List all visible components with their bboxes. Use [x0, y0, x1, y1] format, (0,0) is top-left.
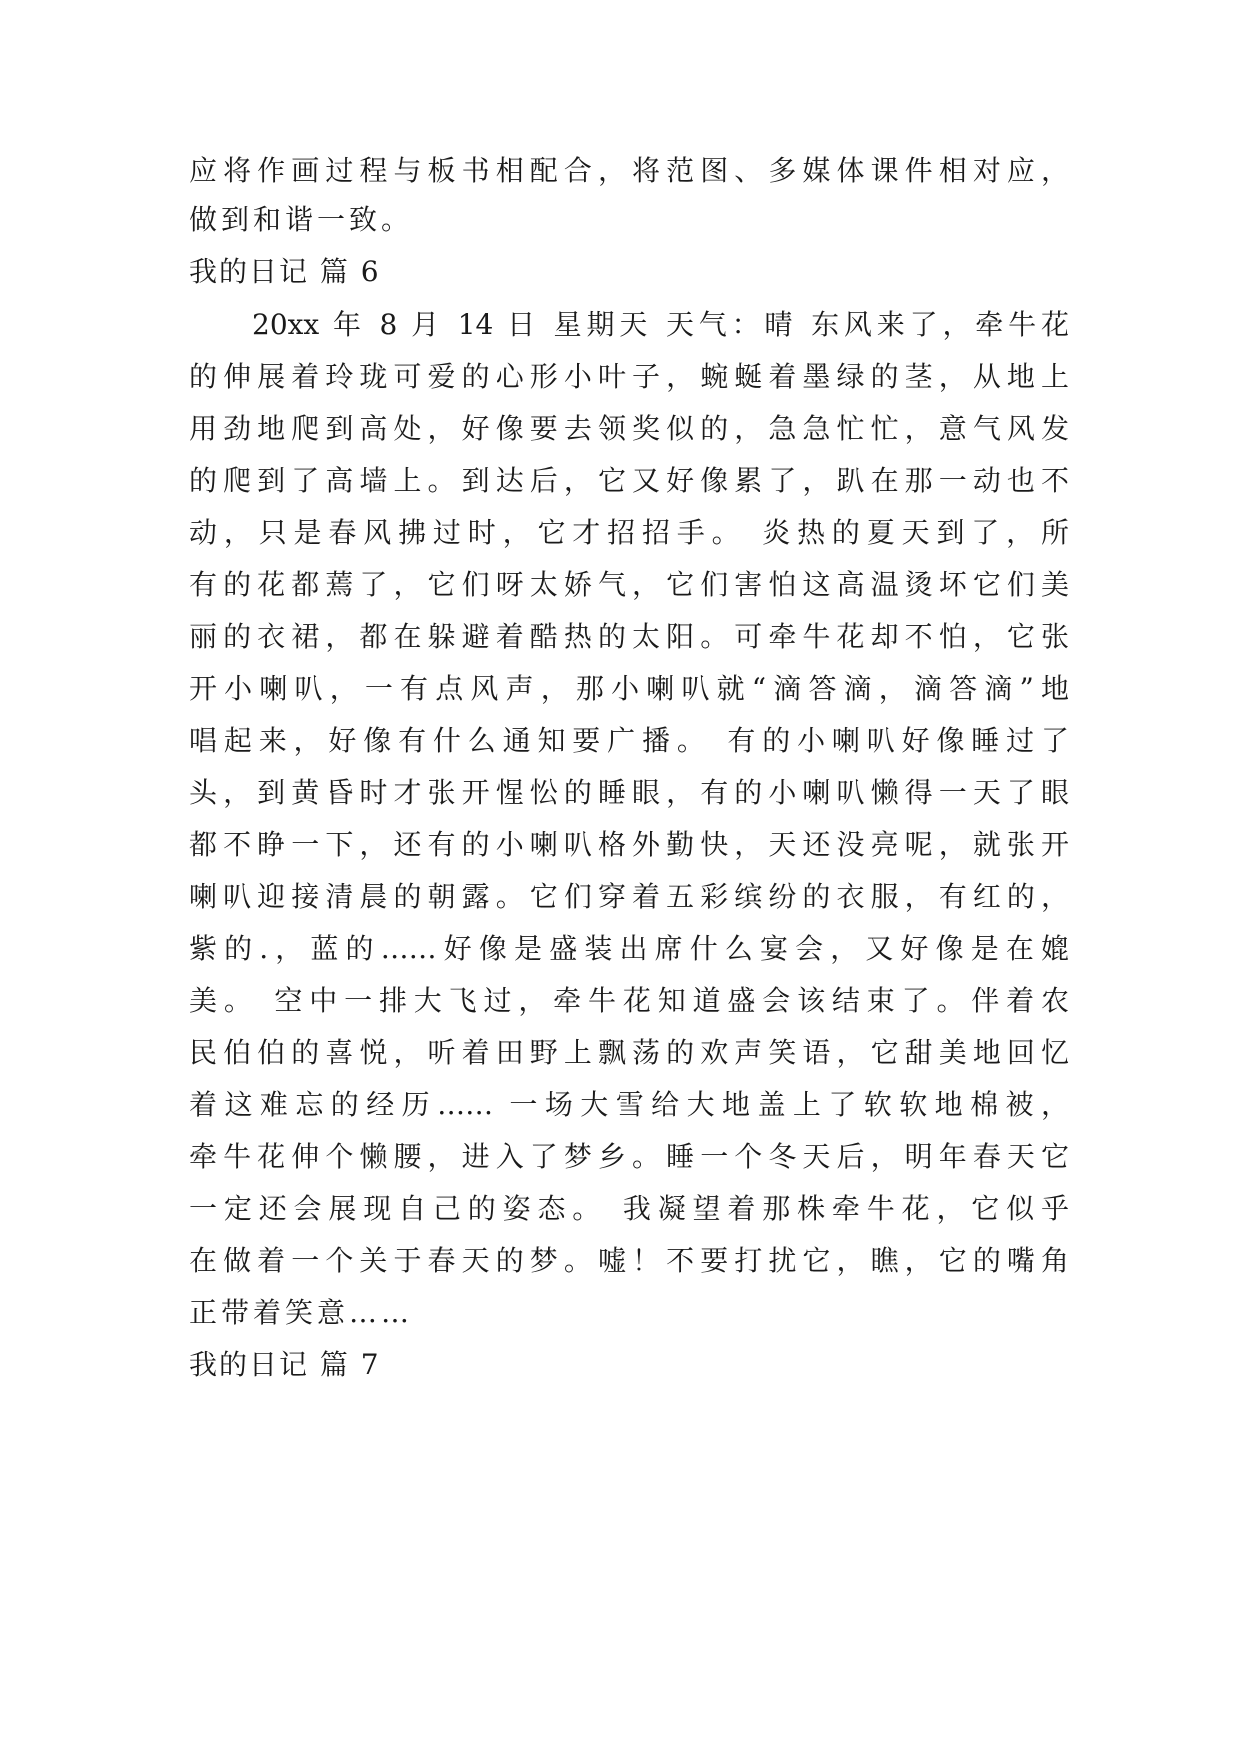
- paragraph-line: 都不睁一下，还有的小喇叭格外勤快，天还没亮呢，就张开: [189, 828, 1069, 861]
- paragraph-line: 着这难忘的经历…… 一场大雪给大地盖上了软软地棉被，: [189, 1088, 1069, 1121]
- paragraph-line: 头，到黄昏时才张开惺忪的睡眼，有的小喇叭懒得一天了眼: [189, 776, 1069, 809]
- paragraph-line: 做到和谐一致。: [189, 203, 414, 236]
- section-heading-6: 我的日记 篇 6: [189, 255, 381, 288]
- paragraph-line: 美。 空中一排大飞过，牵牛花知道盛会该结束了。伴着农: [189, 984, 1069, 1017]
- paragraph-line: 有的花都蔫了，它们呀太娇气，它们害怕这高温烫坏它们美: [189, 568, 1069, 601]
- paragraph-line: 牵牛花伸个懒腰，进入了梦乡。睡一个冬天后，明年春天它: [189, 1140, 1069, 1173]
- paragraph-line: 丽的衣裙，都在躲避着酷热的太阳。可牵牛花却不怕，它张: [189, 620, 1069, 653]
- paragraph-line: 动，只是春风拂过时，它才招招手。 炎热的夏天到了，所: [189, 516, 1069, 549]
- paragraph-line: 喇叭迎接清晨的朝露。它们穿着五彩缤纷的衣服，有红的，: [189, 880, 1069, 913]
- paragraph-line: 用劲地爬到高处，好像要去领奖似的，急急忙忙，意气风发: [189, 412, 1069, 445]
- paragraph-line: 20xx 年 8 月 14 日 星期天 天气：晴 东风来了，牵牛花: [252, 308, 1069, 341]
- paragraph-line: 的伸展着玲珑可爱的心形小叶子，蜿蜒着墨绿的茎，从地上: [189, 360, 1069, 393]
- paragraph-line: 民伯伯的喜悦，听着田野上飘荡的欢声笑语，它甜美地回忆: [189, 1036, 1069, 1069]
- paragraph-line: 在做着一个关于春天的梦。嘘！不要打扰它，瞧，它的嘴角: [189, 1244, 1069, 1277]
- paragraph-line: 应将作画过程与板书相配合，将范图、多媒体课件相对应，: [189, 154, 1069, 187]
- paragraph-line: 唱起来，好像有什么通知要广播。 有的小喇叭好像睡过了: [189, 724, 1069, 757]
- paragraph-line: 一定还会展现自己的姿态。 我凝望着那株牵牛花，它似乎: [189, 1192, 1069, 1225]
- paragraph-line: 开小喇叭，一有点风声，那小喇叭就“滴答滴，滴答滴”地: [189, 672, 1069, 705]
- paragraph-line: 的爬到了高墙上。到达后，它又好像累了，趴在那一动也不: [189, 464, 1069, 497]
- paragraph-line: 正带着笑意……: [189, 1296, 414, 1329]
- section-heading-7: 我的日记 篇 7: [189, 1348, 381, 1381]
- paragraph-line: 紫的.，蓝的……好像是盛装出席什么宴会，又好像是在媲: [189, 932, 1069, 965]
